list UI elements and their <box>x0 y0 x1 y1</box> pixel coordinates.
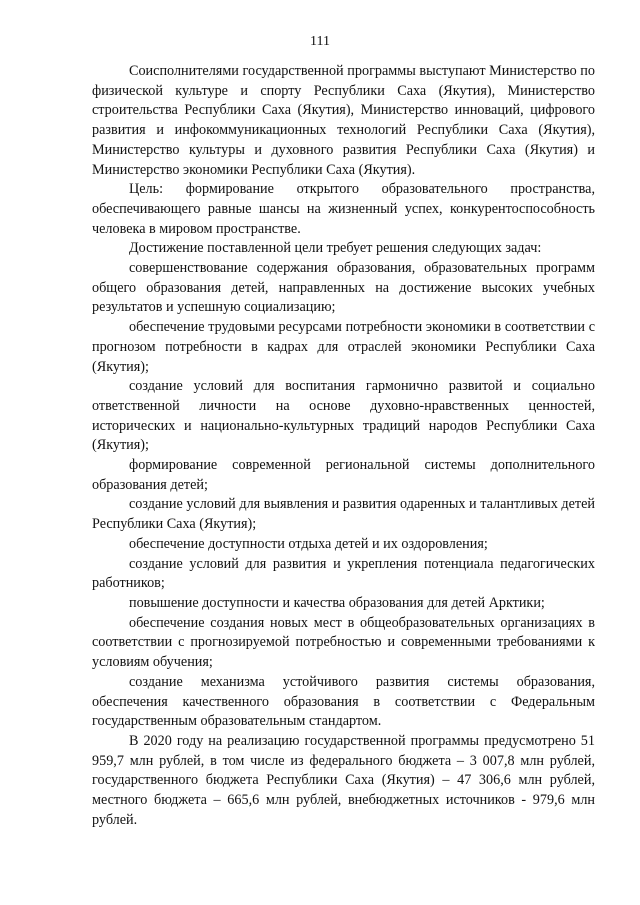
task-item: повышение доступности и качества образования для детей Арктики; <box>129 594 545 611</box>
paragraph-co-executors: Соисполнителями государственной программы выступают Министерство по физической культуре и спорту Республики Саха (Якутия), Министерство строительства Республики Саха (Якутия), Министерство инноваций, цифрового развития и инфокоммуникационных технологий Республики Саха (Якутия), Министерство культуры и духовного развития Республики Саха (Якутия) и Министерство экономики Республики Саха (Якутия). <box>92 63 595 178</box>
task-item: создание условий для воспитания гармонично развитой и социально ответственной личности на основе духовно-нравственных ценностей, исторических и национально-культурных традиций народов Республики Саха (Якутия); <box>92 378 595 454</box>
task-item: создание механизма устойчивого развития системы образования, обеспечения качественного образования в соответствии с Федеральным государственным образовательным стандартом. <box>92 673 595 730</box>
paragraph-funding: В 2020 году на реализацию государственной программы предусмотрено 51 959,7 млн рублей, в том числе из федерального бюджета – 3 007,8 млн рублей, государственного бюджета Республики Саха (Якутия) – 47 306,6 млн рублей, местного бюджета – 665,6 млн рублей, внебюджетных источников - 979,6 млн рублей. <box>92 732 595 828</box>
task-item: формирование современной региональной системы дополнительного образования детей; <box>92 457 595 493</box>
task-item: совершенствование содержания образования, образовательных программ общего образования детей, направленных на достижение высоких учебных результатов и успешную социализацию; <box>92 260 595 316</box>
task-item: создание условий для выявления и развития одаренных и талантливых детей Республики Саха (Якутия); <box>92 496 595 533</box>
task-item: обеспечение создания новых мест в общеобразовательных организациях в соответствии с прогнозируемой потребностью и современными требованиями к условиям обучения; <box>92 614 595 671</box>
document-body <box>92 62 595 830</box>
task-item: обеспечение доступности отдыха детей и их оздоровления; <box>129 535 488 552</box>
task-item: создание условий для развития и укрепления потенциала педагогических работников; <box>92 555 595 592</box>
page-number: 111 <box>310 34 330 49</box>
paragraph-goal: Цель: формирование открытого образовательного пространства, обеспечивающего равные шансы на жизненный успех, конкурентоспособность человека в мировом пространстве. <box>92 181 595 237</box>
paragraph-tasks-intro: Достижение поставленной цели требует решения следующих задач: <box>129 240 542 257</box>
task-item: обеспечение трудовыми ресурсами потребности экономики в соответствии с прогнозом потребности в кадрах для отраслей экономики Республики Саха (Якутия); <box>92 319 595 375</box>
